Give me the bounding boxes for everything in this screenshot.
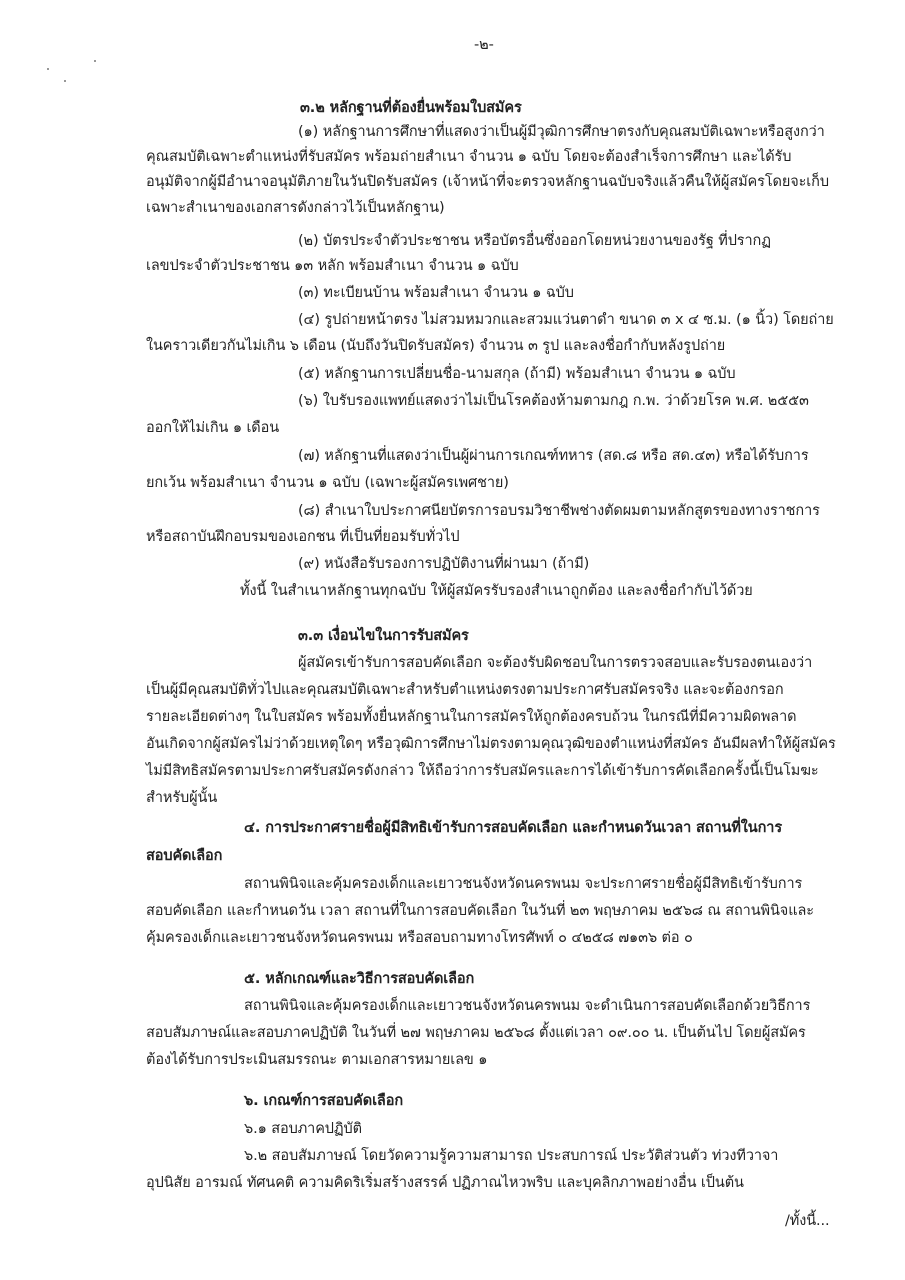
section-3-3-line: เป็นผู้มีคุณสมบัติทั่วไปและคุณสมบัติเฉพาะสำหรับตำแหน่งตรงตามประกาศรับสมัครจริง และจะต้องกรอก [146,682,784,698]
item-3-2-1-line: คุณสมบัติเฉพาะตำแหน่งที่รับสมัคร พร้อมถ่ายสำเนา จำนวน ๑ ฉบับ โดยจะต้องสำเร็จการศึกษา และได้รับ [146,149,792,165]
section-3-2-heading: ๓.๒ หลักฐานที่ต้องยื่นพร้อมใบสมัคร [300,100,522,116]
section-4-heading-line: ๔. การประกาศรายชื่อผู้มีสิทธิเข้ารับการสอบคัดเลือก และกำหนดวันเวลา สถานที่ในการ [244,820,783,836]
scan-speck [64,80,66,82]
section-6-item-2-line: ๖.๒ สอบสัมภาษณ์ โดยวัดความรู้ความสามารถ ประสบการณ์ ประวัติส่วนตัว ท่วงทีวาจา [244,1148,779,1164]
item-3-2-1-line: เฉพาะสำเนาของเอกสารดังกล่าวไว้เป็นหลักฐาน) [146,200,445,216]
item-3-2-5: (๕) หลักฐานการเปลี่ยนชื่อ-นามสกุล (ถ้ามี) พร้อมสำเนา จำนวน ๑ ฉบับ [298,366,736,382]
item-3-2-8-line: หรือสถาบันฝึกอบรมของเอกชน ที่เป็นที่ยอมรับทั่วไป [146,529,460,545]
section-3-3-heading: ๓.๓ เงื่อนไขในการรับสมัคร [298,628,469,644]
section-6-item-1: ๖.๑ สอบภาคปฏิบัติ [244,1121,362,1137]
continuation-marker: /ทั้งนี้... [785,1213,830,1229]
item-3-2-4-line: (๔) รูปถ่ายหน้าตรง ไม่สวมหมวกและสวมแว่นตาดำ ขนาด ๓ x ๔ ซ.ม. (๑ นิ้ว) โดยถ่าย [298,312,834,328]
section-4-line: สถานพินิจและคุ้มครองเด็กและเยาวชนจังหวัดนครพนม จะประกาศรายชื่อผู้มีสิทธิเข้ารับการ [244,876,803,892]
section-5-heading: ๕. หลักเกณฑ์และวิธีการสอบคัดเลือก [244,971,475,987]
item-3-2-9: (๙) หนังสือรับรองการปฏิบัติงานที่ผ่านมา (ถ้ามี) [298,556,590,572]
section-5-line: ต้องได้รับการประเมินสมรรถนะ ตามเอกสารหมายเลข ๑ [146,1052,488,1068]
item-3-2-3: (๓) ทะเบียนบ้าน พร้อมสำเนา จำนวน ๑ ฉบับ [298,285,574,301]
scan-speck [94,60,96,62]
item-3-2-7-line: ยกเว้น พร้อมสำเนา จำนวน ๑ ฉบับ (เฉพาะผู้สมัครเพศชาย) [146,475,509,491]
scan-speck [47,68,49,70]
item-3-2-6-line: (๖) ใบรับรองแพทย์แสดงว่าไม่เป็นโรคต้องห้ามตามกฎ ก.พ. ว่าด้วยโรค พ.ศ. ๒๕๕๓ [298,393,809,409]
item-3-2-7-line: (๗) หลักฐานที่แสดงว่าเป็นผู้ผ่านการเกณฑ์ทหาร (สด.๘ หรือ สด.๔๓) หรือได้รับการ [298,448,809,464]
item-3-2-8-line: (๘) สำเนาใบประกาศนียบัตรการอบรมวิชาชีพช่างตัดผมตามหลักสูตรของทางราชการ [298,503,820,519]
section-3-3-line: สำหรับผู้นั้น [146,790,218,806]
section-3-2-note: ทั้งนี้ ในสำเนาหลักฐานทุกฉบับ ให้ผู้สมัครรับรองสำเนาถูกต้อง และลงชื่อกำกับไว้ด้วย [240,583,753,599]
page-number: -๒- [474,37,494,53]
item-3-2-1-line: (๑) หลักฐานการศึกษาที่แสดงว่าเป็นผู้มีวุฒิการศึกษาตรงกับคุณสมบัติเฉพาะหรือสูงกว่า [298,124,825,140]
section-5-line: สอบสัมภาษณ์และสอบภาคปฏิบัติ ในวันที่ ๒๗ พฤษภาคม ๒๕๖๘ ตั้งแต่เวลา ๐๙.๐๐ น. เป็นต้นไป โดยผู้สมัคร [146,1025,806,1041]
section-3-3-line: รายละเอียดต่างๆ ในใบสมัคร พร้อมทั้งยื่นหลักฐานในการสมัครให้ถูกต้องครบถ้วน ในกรณีที่มีความผิดพลาด [146,709,797,725]
section-4-line: สอบคัดเลือก และกำหนดวัน เวลา สถานที่ในการสอบคัดเลือก ในวันที่ ๒๓ พฤษภาคม ๒๕๖๘ ณ สถานพินิจและ [146,903,814,919]
item-3-2-2-line: (๒) บัตรประจำตัวประชาชน หรือบัตรอื่นซึ่งออกโดยหน่วยงานของรัฐ ที่ปรากฏ [298,233,771,249]
item-3-2-1-line: อนุมัติจากผู้มีอำนาจอนุมัติภายในวันปิดรับสมัคร (เจ้าหน้าที่จะตรวจหลักฐานฉบับจริงแล้วคืนให้ผู้สมัครโดยจะเก็บ [146,174,829,190]
section-4-line: คุ้มครองเด็กและเยาวชนจังหวัดนครพนม หรือสอบถามทางโทรศัพท์ ๐ ๔๒๕๘ ๗๑๓๖ ต่อ ๐ [146,930,693,946]
section-3-3-line: อันเกิดจากผู้สมัครไม่ว่าด้วยเหตุใดๆ หรือวุฒิการศึกษาไม่ตรงตามคุณวุฒิของตำแหน่งที่สมัคร อันมีผลทำให้ผู้สมัคร [146,736,836,752]
section-3-3-line: ผู้สมัครเข้ารับการสอบคัดเลือก จะต้องรับผิดชอบในการตรวจสอบและรับรองตนเองว่า [298,655,813,671]
section-3-3-line: ไม่มีสิทธิสมัครตามประกาศรับสมัครดังกล่าว ให้ถือว่าการรับสมัครและการได้เข้ารับการคัดเลือกครั้งนี้เป็นโมฆะ [146,763,819,779]
item-3-2-6-line: ออกให้ไม่เกิน ๑ เดือน [146,420,280,436]
section-4-heading-line: สอบคัดเลือก [146,848,223,864]
section-6-item-2-line: อุปนิสัย อารมณ์ ทัศนคติ ความคิดริเริ่มสร้างสรรค์ ปฏิภาณไหวพริบ และบุคลิกภาพอย่างอื่น เป็นต้น [146,1175,744,1191]
section-6-heading: ๖. เกณฑ์การสอบคัดเลือก [244,1093,404,1109]
item-3-2-4-line: ในคราวเดียวกันไม่เกิน ๖ เดือน (นับถึงวันปิดรับสมัคร) จำนวน ๓ รูป และลงชื่อกำกับหลังรูปถ่าย [146,338,726,354]
section-5-line: สถานพินิจและคุ้มครองเด็กและเยาวชนจังหวัดนครพนม จะดำเนินการสอบคัดเลือกด้วยวิธีการ [244,998,811,1014]
item-3-2-2-line: เลขประจำตัวประชาชน ๑๓ หลัก พร้อมสำเนา จำนวน ๑ ฉบับ [146,258,519,274]
